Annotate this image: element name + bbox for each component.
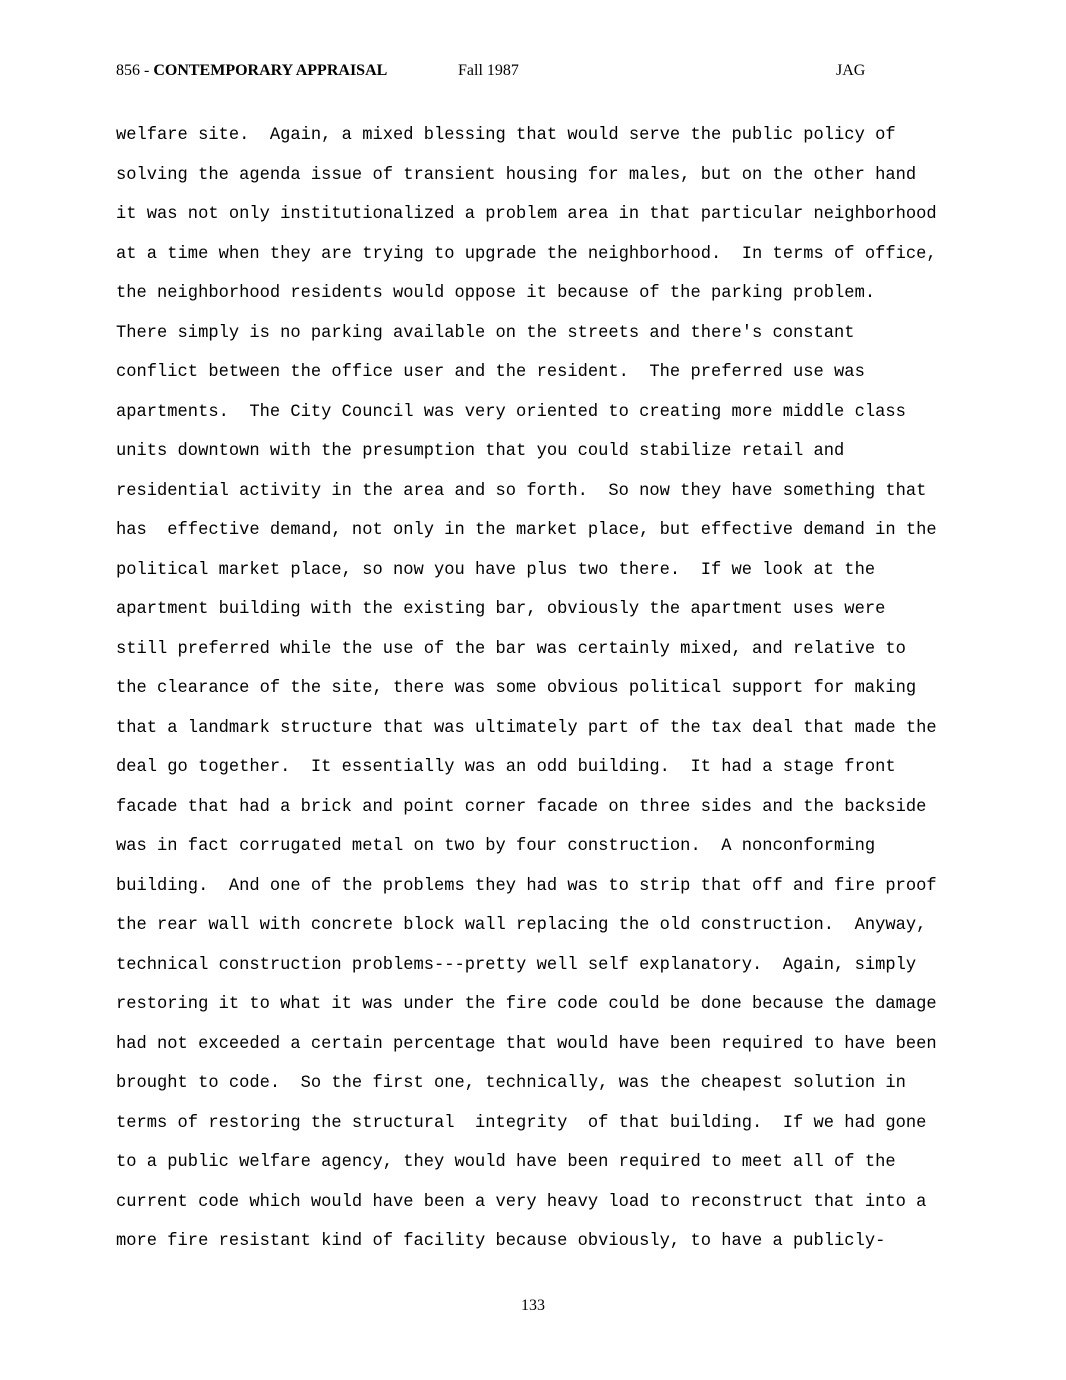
text-line: conflict between the office user and the resident. The preferred use was: [116, 363, 865, 382]
text-line: to a public welfare agency, they would have been required to meet all of the: [116, 1153, 896, 1172]
course-heading: [116, 62, 387, 80]
text-line: residential activity in the area and so forth. So now they have something that: [116, 481, 927, 501]
text-line: political market place, so now you have plus two there. If we look at the: [116, 560, 876, 580]
text-line: the neighborhood residents would oppose it because of the parking problem.: [116, 284, 876, 303]
text-line: current code which would have been a very heavy load to reconstruct that into a: [116, 1192, 927, 1212]
text-line: the clearance of the site, there was some obvious political support for making: [116, 679, 917, 698]
text-line: building. And one of the problems they had was to strip that off and fire proof: [116, 876, 937, 896]
text-line: There simply is no parking available on the streets and there's constant: [116, 323, 855, 343]
transcript-body: [116, 123, 996, 1269]
author-initials: JAG: [836, 62, 866, 79]
text-line: technical construction problems---pretty well self explanatory. Again, simply: [116, 955, 917, 975]
text-line: apartment building with the existing bar, obviously the apartment uses were: [116, 600, 886, 619]
text-line: still preferred while the use of the bar was certainly mixed, and relative to: [116, 639, 906, 659]
text-line: solving the agenda issue of transient housing for males, but on the other hand: [116, 165, 917, 185]
text-line: terms of restoring the structural integrity of that building. If we had gone: [116, 1113, 927, 1133]
page-header: [116, 62, 876, 86]
text-line: brought to code. So the first one, technically, was the cheapest solution in: [116, 1074, 906, 1093]
text-line: deal go together. It essentially was an odd building. It had a stage front: [116, 758, 896, 777]
text-line: that a landmark structure that was ultimately part of the tax deal that made the: [116, 718, 937, 738]
course-number: 856 -: [116, 62, 154, 79]
course-title: CONTEMPORARY APPRAISAL: [153, 62, 388, 79]
text-line: apartments. The City Council was very oriented to creating more middle class: [116, 402, 906, 422]
text-line: the rear wall with concrete block wall replacing the old construction. Anyway,: [116, 916, 927, 935]
text-line: restoring it to what it was under the fire code could be done because the damage: [116, 995, 937, 1014]
term-label: Fall 1987: [458, 62, 519, 79]
text-line: was in fact corrugated metal on two by four construction. A nonconforming: [116, 837, 876, 856]
text-line: welfare site. Again, a mixed blessing that would serve the public policy of: [116, 126, 896, 145]
text-line: at a time when they are trying to upgrade the neighborhood. In terms of office,: [116, 244, 937, 264]
text-line: facade that had a brick and point corner facade on three sides and the backside: [116, 797, 927, 817]
text-line: more fire resistant kind of facility because obviously, to have a publicly-: [116, 1232, 886, 1251]
text-line: had not exceeded a certain percentage that would have been required to have been: [116, 1034, 937, 1054]
text-line: it was not only institutionalized a problem area in that particular neighborhood: [116, 205, 937, 224]
text-line: units downtown with the presumption that you could stabilize retail and: [116, 442, 845, 461]
text-line: has effective demand, not only in the market place, but effective demand in the: [116, 521, 937, 540]
page-number: 133: [521, 1297, 545, 1314]
